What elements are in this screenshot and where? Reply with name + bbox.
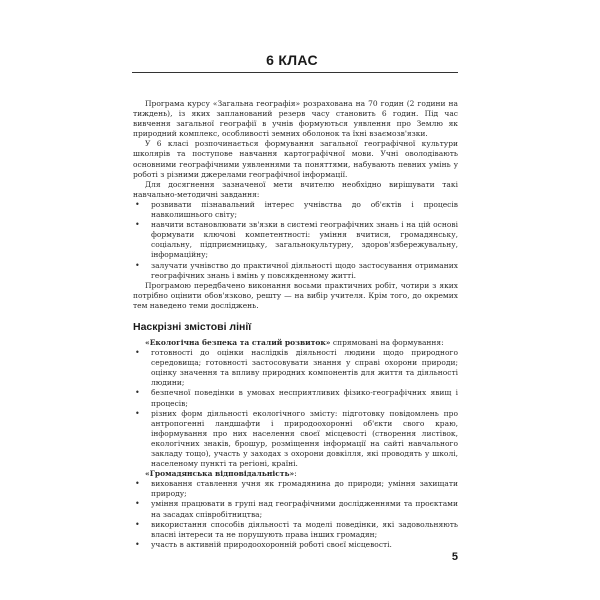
list-item: • залучати учнівство до практичної діяльності щодо застосування отриманих географічних знань і вмінь у повсякденному житті. bbox=[133, 261, 458, 281]
list-item: • готовності до оцінки наслідків діяльності людини щодо природного середовища; готовності застосовувати знання у справі охорони природи; оцінку значення та впливу природних компонентів для життя та діяльності людини; bbox=[133, 348, 458, 388]
ecology-intro: спрямовані на формування: bbox=[330, 337, 444, 347]
page-header-title: 6 КЛАС bbox=[266, 52, 318, 68]
list-item: • безпечної поведінки в умовах несприятливих фізико-географічних явищ і процесів; bbox=[133, 388, 458, 408]
ecology-list bbox=[133, 348, 458, 469]
list-item: • уміння працювати в групі над географічними дослідженнями та проєктами на засадах співробітництва; bbox=[133, 499, 458, 519]
intro-paragraph: У 6 класі розпочинається формування загальної географічної культури школярів та поступове навчання картографічної мови. Учні оволодівають основними географічними уявленнями та поняттями, набувають певних умінь у роботі з різними джерелами географічної інформації. bbox=[133, 139, 458, 179]
tasks-list bbox=[133, 200, 458, 281]
ecology-title: «Екологічна безпека та сталий розвиток» bbox=[145, 337, 331, 347]
header-rule bbox=[132, 72, 458, 73]
civic-intro: : bbox=[294, 469, 297, 479]
list-item: • використання способів діяльності та моделі поведінки, які задовольняють власні інтереси та не порушують права інших громадян; bbox=[133, 520, 458, 540]
list-item: • різних форм діяльності екологічного змісту: підготовку повідомлень про антропогенні ландшафти і природоохоронні об'єкти свого краю, інформування про них населення своєї місцевості (створення листівок, екологічних знаків, брошур, розміщення інформації на сайті навчального закладу тощо), участь у заходах з охорони довкілля, які проводять у школі, населеному пункті та регіоні, країні. bbox=[133, 409, 458, 470]
closing-paragraph: Програмою передбачено виконання восьми практичних робіт, чотири з яких потрібно оцінити обов'язково, решту — на вибір учителя. Крім того, до окремих тем наведено теми досліджень. bbox=[133, 280, 458, 310]
ecology-subheading bbox=[133, 338, 458, 348]
intro-paragraph: Програма курсу «Загальна географія» розрахована на 70 годин (2 години на тиждень), із яких запланований резерв часу становить 6 годин. Під час вивчення загальної географії в учнів формуються уявлення про Землю як природний комплекс, особливості земних оболонок та їхні взаємозв'язки. bbox=[133, 99, 458, 139]
intro-paragraph: Для досягнення зазначеної мети вчителю необхідно вирішувати такі навчально-методичні завдання: bbox=[133, 179, 458, 199]
list-item: • навчити встановлювати зв'язки в системі географічних знань і на цій основі формувати ключові компетентності: уміння вчитися, громадянську, соціальну, підприємницьку, загальнокультурну, здоров'язбережувальну, інформаційну; bbox=[133, 220, 458, 260]
civic-list bbox=[133, 479, 458, 550]
civic-title: «Громадянська відповідальність» bbox=[145, 469, 295, 479]
civic-subheading bbox=[133, 469, 458, 479]
list-item: • розвивати пізнавальний інтерес учнівства до об'єктів і процесів навколишнього світу; bbox=[133, 200, 458, 220]
page-number: 5 bbox=[451, 551, 458, 563]
list-item: • участь в активній природоохоронній роботі своєї місцевості. bbox=[133, 540, 458, 550]
list-item: • виховання ставлення учня як громадянина до природи; уміння захищати природу; bbox=[133, 479, 458, 499]
section-heading: Наскрізні змістові лінії bbox=[133, 320, 252, 333]
body-text bbox=[133, 99, 458, 550]
